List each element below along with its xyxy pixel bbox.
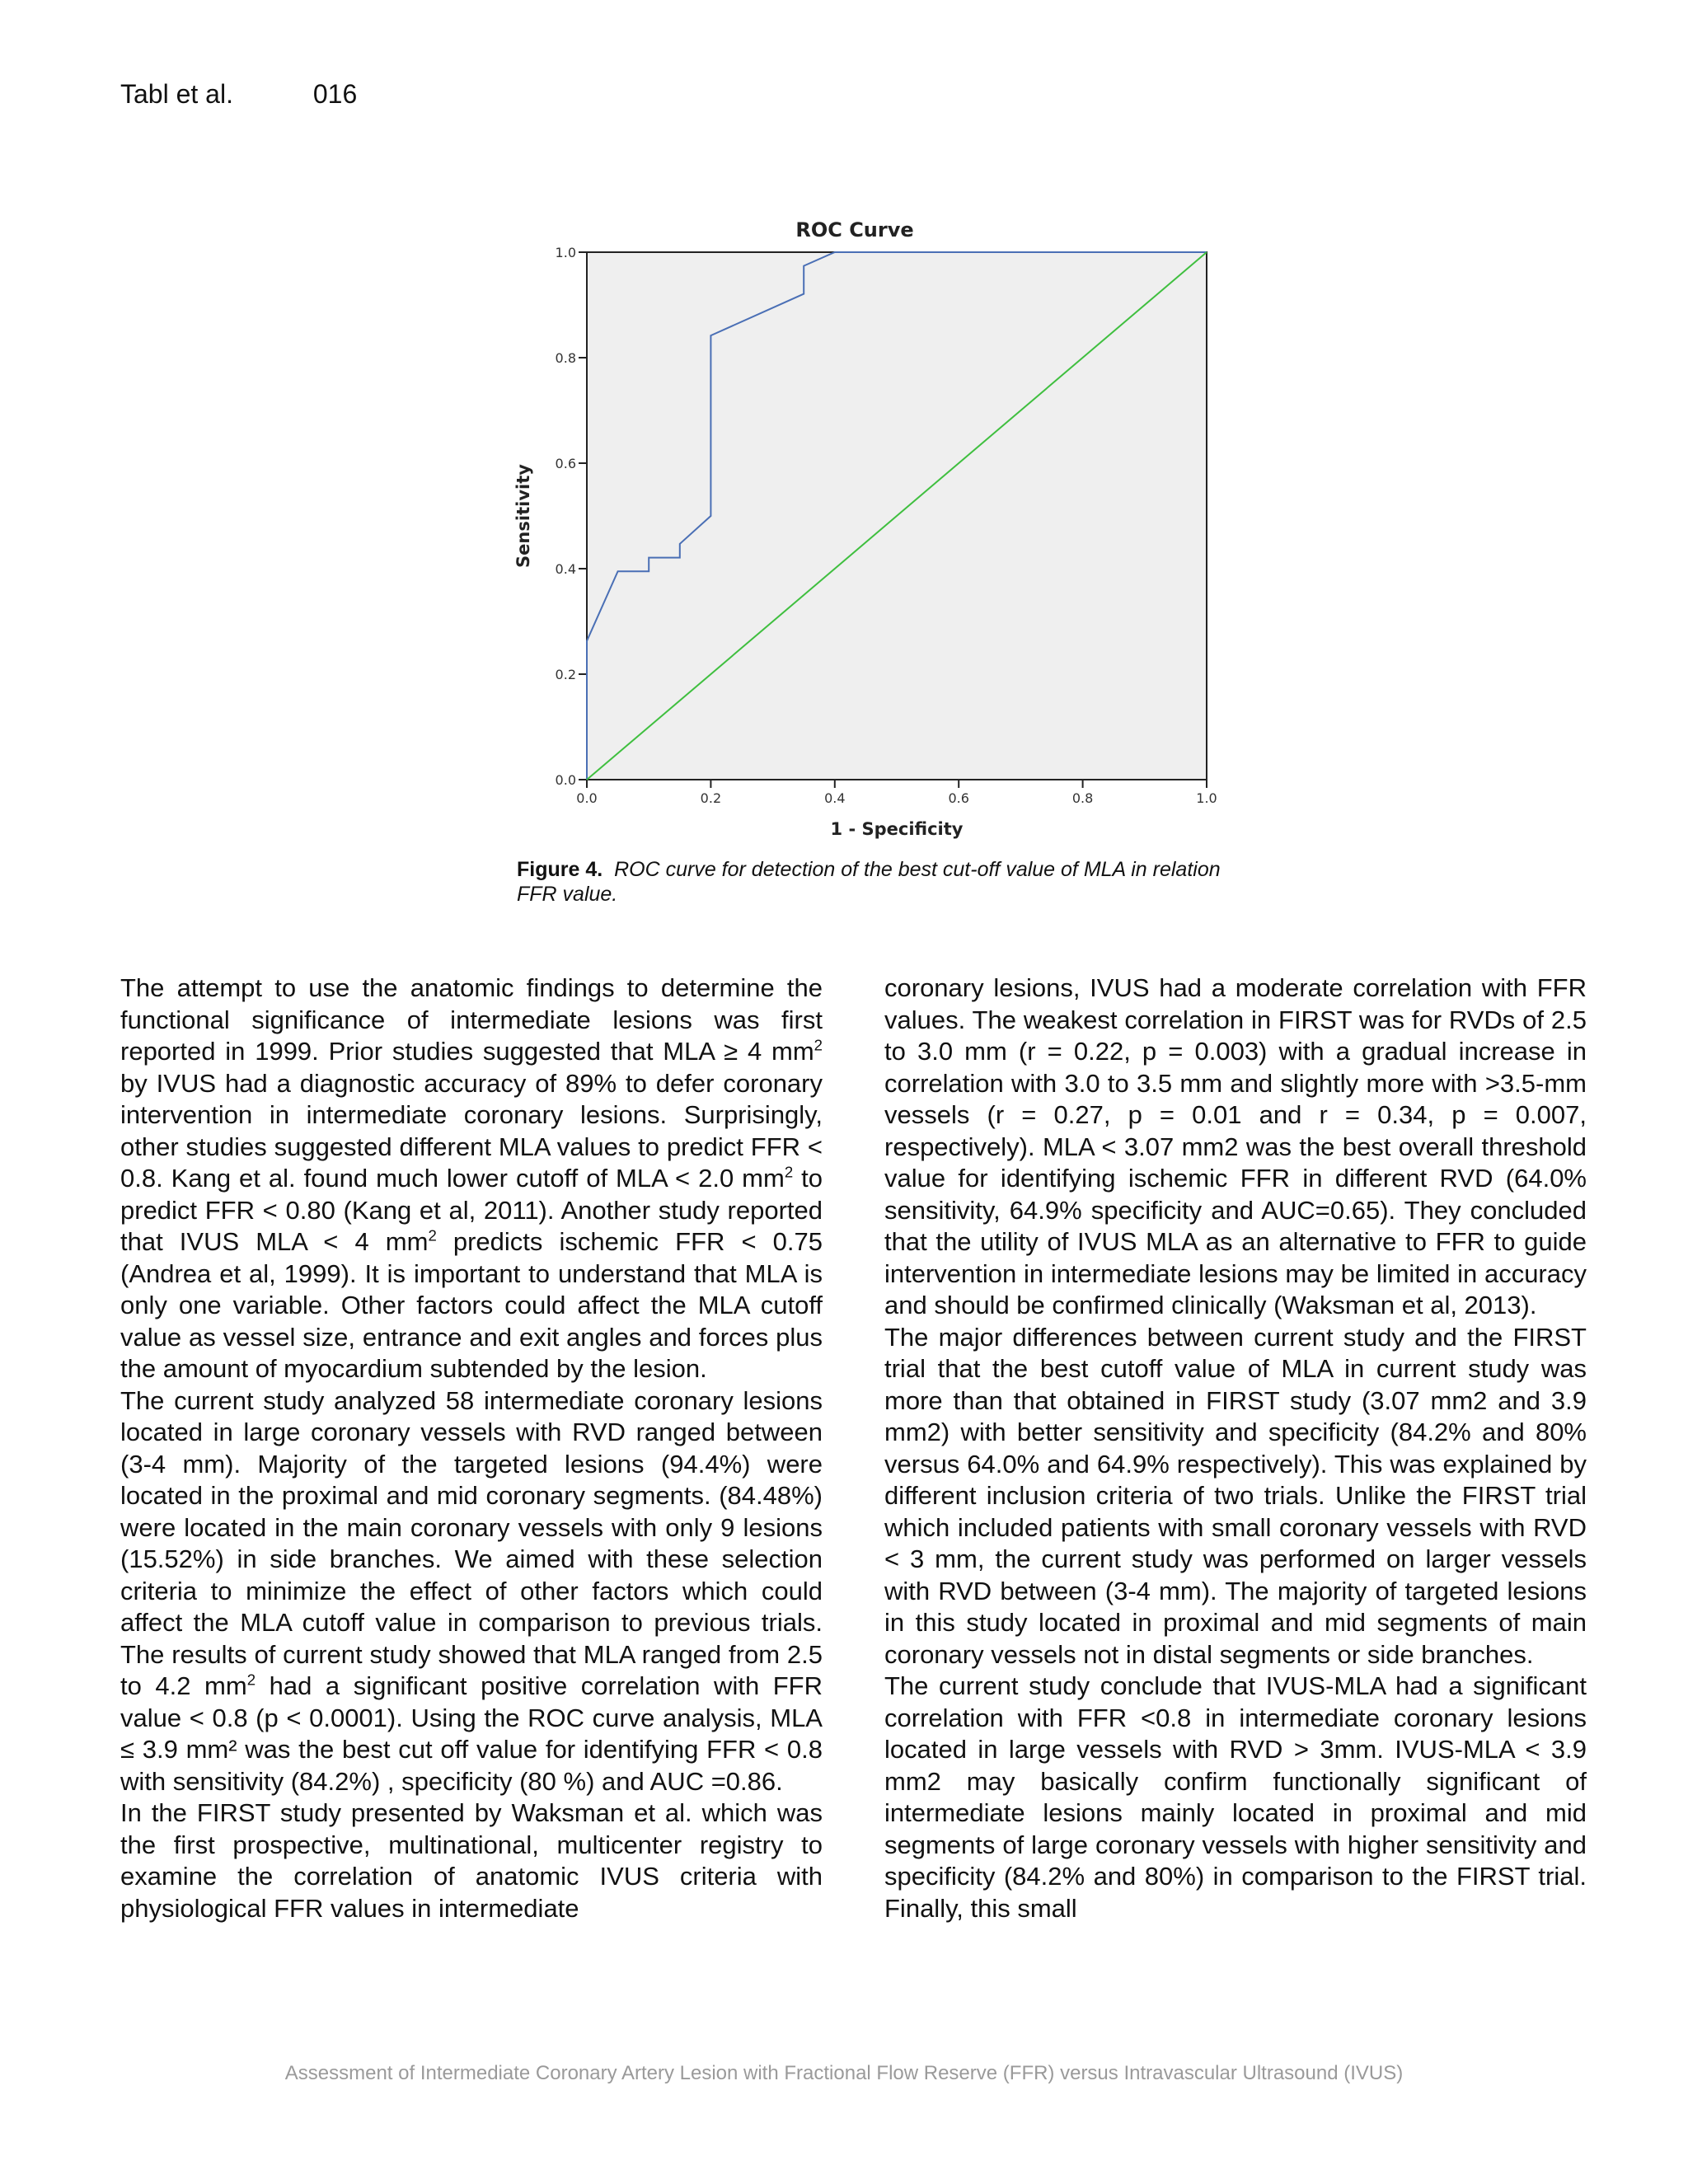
- x-axis-label: 1 - Specificity: [830, 819, 964, 839]
- x-tick-label: 0.8: [1071, 790, 1094, 806]
- y-tick-label: 0.0: [555, 772, 576, 788]
- paragraph-text: In the FIRST study presented by Waksman et al. which was the first prospective, multinational, multicenter registry to examine the correlation of anatomic IVUS criteria with physiological FFR values in intermediate: [120, 1798, 823, 1923]
- paragraph: [120, 1385, 823, 1798]
- y-tick-label: 0.6: [555, 456, 576, 471]
- x-tick-label: 0.0: [576, 790, 598, 806]
- y-tick-label: 0.4: [555, 561, 576, 577]
- paragraph-text: The current study analyzed 58 intermediate coronary lesions located in large coronary vessels with RVD ranged between (3-4 mm). Majority of the targeted lesions (94.4%) were located in the proximal and mid coronary segments. (84.48%) were located in the main coronary vessels with only 9 lesions (15.52%) in side branches. We aimed with these selection criteria to minimize the effect of other factors which could affect the MLA cutoff value in comparison to previous trials. The results of current study showed that MLA ranged from 2.5 to 4.2 mm: [120, 1385, 823, 1700]
- superscript: 2: [428, 1226, 437, 1244]
- superscript: 2: [246, 1671, 256, 1689]
- paragraph: The major differences between current study and the FIRST trial that the best cutoff value of MLA in current study was more than that obtained in FIRST study (3.07 mm2 and 3.9 mm2) with better sensitivity and specificity (84.2% and 80% versus 64.0% and 64.9% respectively). This was explained by different inclusion criteria of two trials. Unlike the FIRST trial which included patients with small coronary vessels with RVD < 3 mm, the current study was performed on larger vessels with RVD between (3-4 mm). The majority of targeted lesions in this study located in proximal and mid segments of main coronary vessels not in distal segments or side branches.: [884, 1322, 1587, 1669]
- right-column: [884, 972, 1587, 1924]
- paragraph: The current study conclude that IVUS-MLA had a significant correlation with FFR <0.8 in intermediate coronary lesions located in large vessels with RVD > 3mm. IVUS-MLA < 3.9 mm2 may basically confirm functionally significant of intermediate lesions mainly located in proximal and mid segments of large coronary vessels with higher sensitivity and specificity (84.2% and 80%) in comparison to the FIRST trial. Finally, this small: [884, 1671, 1587, 1923]
- roc-figure: [495, 216, 1236, 851]
- caption-text: ROC curve for detection of the best cut-off value of MLA in relation FFR value.: [517, 858, 1221, 906]
- running-header: [120, 79, 357, 110]
- paragraph-text: had a significant positive correlation with FFR value < 0.8 (p < 0.0001). Using the ROC curve analysis, MLA ≤ 3.9 mm² was the best cut off value for identifying FFR < 0.8 with sensitivity (84.2%) , specificity (80 %) and AUC =0.86.: [120, 1671, 823, 1796]
- x-tick-label: 0.2: [700, 790, 722, 806]
- roc-chart: [495, 216, 1236, 851]
- chart-title: ROC Curve: [795, 218, 914, 241]
- y-axis-ticks: [556, 245, 587, 788]
- figure-caption: [517, 857, 1226, 907]
- y-tick-label: 0.8: [555, 350, 576, 366]
- paragraph-text: to predict FFR < 0.80 (Kang et al, 2011). Another study reported that IVUS MLA < 4 mm: [120, 1164, 823, 1256]
- paragraph-text: The attempt to use the anatomic findings to determine the functional significance of intermediate lesions was first reported in 1999. Prior studies suggested that MLA ≥ 4 mm: [120, 973, 823, 1066]
- x-tick-label: 1.0: [1196, 790, 1217, 806]
- header-page-number: 016: [312, 79, 358, 109]
- caption-label: Figure 4.: [517, 858, 603, 881]
- paragraph: [120, 972, 823, 1385]
- left-column: [120, 972, 823, 1924]
- paragraph-text: predicts ischemic FFR < 0.75 (Andrea et al, 1999). It is important to understand that MLA is only one variable. Other factors could affect the MLA cutoff value as vessel size, entrance and exit angles and forces plus the amount of myocardium subtended by the lesion.: [120, 1227, 823, 1383]
- y-tick-label: 1.0: [555, 245, 576, 260]
- superscript: 2: [814, 1036, 823, 1054]
- header-authors: Tabl et al.: [120, 79, 233, 109]
- superscript: 2: [784, 1163, 794, 1181]
- y-axis-label: Sensitivity: [513, 464, 533, 568]
- x-tick-label: 0.6: [948, 790, 969, 806]
- running-footer: Assessment of Intermediate Coronary Artery Lesion with Fractional Flow Reserve (FFR) versus Intravascular Ultrasound (IVUS): [284, 2062, 1404, 2084]
- paragraph: coronary lesions, IVUS had a moderate correlation with FFR values. The weakest correlation in FIRST was for RVDs of 2.5 to 3.0 mm (r = 0.22, p = 0.003) with a gradual increase in correlation with 3.0 to 3.5 mm and slightly more with >3.5-mm vessels (r = 0.27, p = 0.01 and r = 0.34, p = 0.007, respectively). MLA < 3.07 mm2 was the best overall threshold value for identifying ischemic FFR in different RVD (64.0% sensitivity, 64.9% specificity and AUC=0.65). They concluded that the utility of IVUS MLA as an alternative to FFR to guide intervention in intermediate lesions may be limited in accuracy and should be confirmed clinically (Waksman et al, 2013).: [884, 973, 1587, 1319]
- x-tick-label: 0.4: [824, 790, 846, 806]
- paragraph: [120, 1797, 823, 1924]
- x-axis-ticks: [576, 780, 1217, 806]
- paragraph-text: by IVUS had a diagnostic accuracy of 89% to defer coronary intervention in intermediate coronary lesions. Surprisingly, other studies suggested different MLA values to predict FFR < 0.8. Kang et al. found much lower cutoff of MLA < 2.0 mm: [120, 1068, 823, 1193]
- y-tick-label: 0.2: [555, 667, 576, 682]
